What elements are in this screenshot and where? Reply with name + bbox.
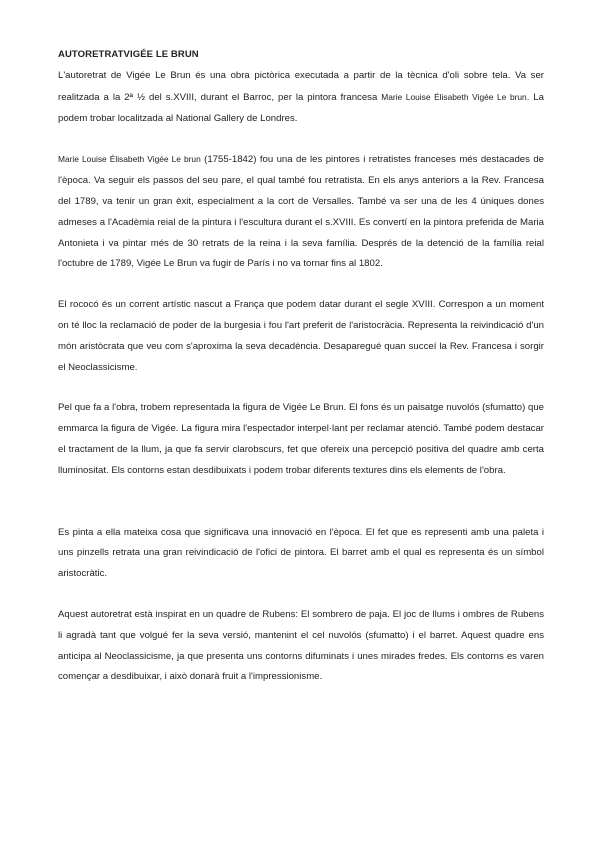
document-title: AUTORETRATVIGÉE LE BRUN	[58, 49, 199, 60]
paragraph-biography	[58, 149, 544, 275]
document-page	[58, 48, 544, 688]
paragraph-spacer	[58, 378, 544, 398]
paragraph-spacer	[58, 482, 544, 523]
biography-text: (1755-1842) fou una de les pintores i retratistes franceses més destacades de l'època. Va seguir els passos del seu pare, el qual també fou retratista. En els anys anteriors a la Rev. Francesa del 1789, va tenir un gran èxit, especialment a la cort de Versalles. També va ser una de les 4 úniques dones admeses a l'Acadèmia reial de la pintura i l'escultura durant el s.XVIII. Es convertí en la pintora preferida de Maria Antonieta i va pintar més de 30 retrats de la reina i la seva família. Després de la detenció de la família reial l'octubre de 1789, Vigée Le Brun va fugir de París i no va tornar fins al 1802.	[58, 154, 544, 270]
paragraph-spacer	[58, 275, 544, 295]
paragraph-inspiration: Aquest autoretrat està inspirat en un quadre de Rubens: El sombrero de paja. El joc de llums i ombres de Rubens li agradà tant que volgué fer la seva versió, mantenint el cel nuvolós (sfumatto) i el barret. Aquest quadre ens anticipa al Neoclassicisme, ja que presenta uns contorns difuminats i unes mirades fredes. Els contorns es varen començar a desdibuixar, i això donarà fruit a l'impressionisme.	[58, 608, 544, 683]
artist-name-biography: Marie Louise Élisabeth Vigée Le brun	[58, 154, 201, 165]
paragraph-intro	[58, 66, 544, 129]
artist-name-inline: Marie Louise Élisabeth Vigée Le brun	[381, 91, 527, 102]
paragraph-spacer	[58, 129, 544, 149]
paragraph-spacer	[58, 585, 544, 605]
intro-text-start: L'autoretrat de Vigée Le Brun és una obra pictòrica executada a partir de la tècnica d'oli sobre tela. Va ser realitzada a la 2ª ½ del s.XVIII, durant el Barroc, per la pintora francesa	[58, 70, 544, 103]
paragraph-rococo: El rococó és un corrent artístic nascut a França que podem datar durant el segle XVIII. Correspon a un moment on té lloc la reclamació de poder de la burgesia i fou l'art preferit de l'aristocràcia. Representa la reivindicació d'un món aristòcrata que veu com s'aproxima la seva decadència. Desaparegué quan succeí la Rev. Francesa i sorgir el Neoclassicisme.	[58, 299, 544, 373]
paragraph-artwork: Pel que fa a l'obra, trobem representada la figura de Vigée Le Brun. El fons és un paisatge nuvolós (sfumatto) que emmarca la figura de Vigée. La figura mira l'espectador interpel·lant per reclamar atenció. També podem destacar el tractament de la llum, ja que fa servir clarobscurs, fet que ofereix una percepció positiva del quadre amb certa lluminositat. Els contorns estan desdibuixats i podem trobar diferents textures dins els elements de l'obra.	[58, 402, 544, 476]
intro-text-end: . La podem trobar localitzada al National Gallery de Londres.	[58, 91, 544, 124]
paragraph-self-portrait: Es pinta a ella mateixa cosa que significava una innovació en l'època. El fet que es representi amb una paleta i uns pinzells retrata una gran reivindicació de l'ofici de pintora. El barret amb el qual es representa és un símbol aristocràtic.	[58, 526, 544, 580]
